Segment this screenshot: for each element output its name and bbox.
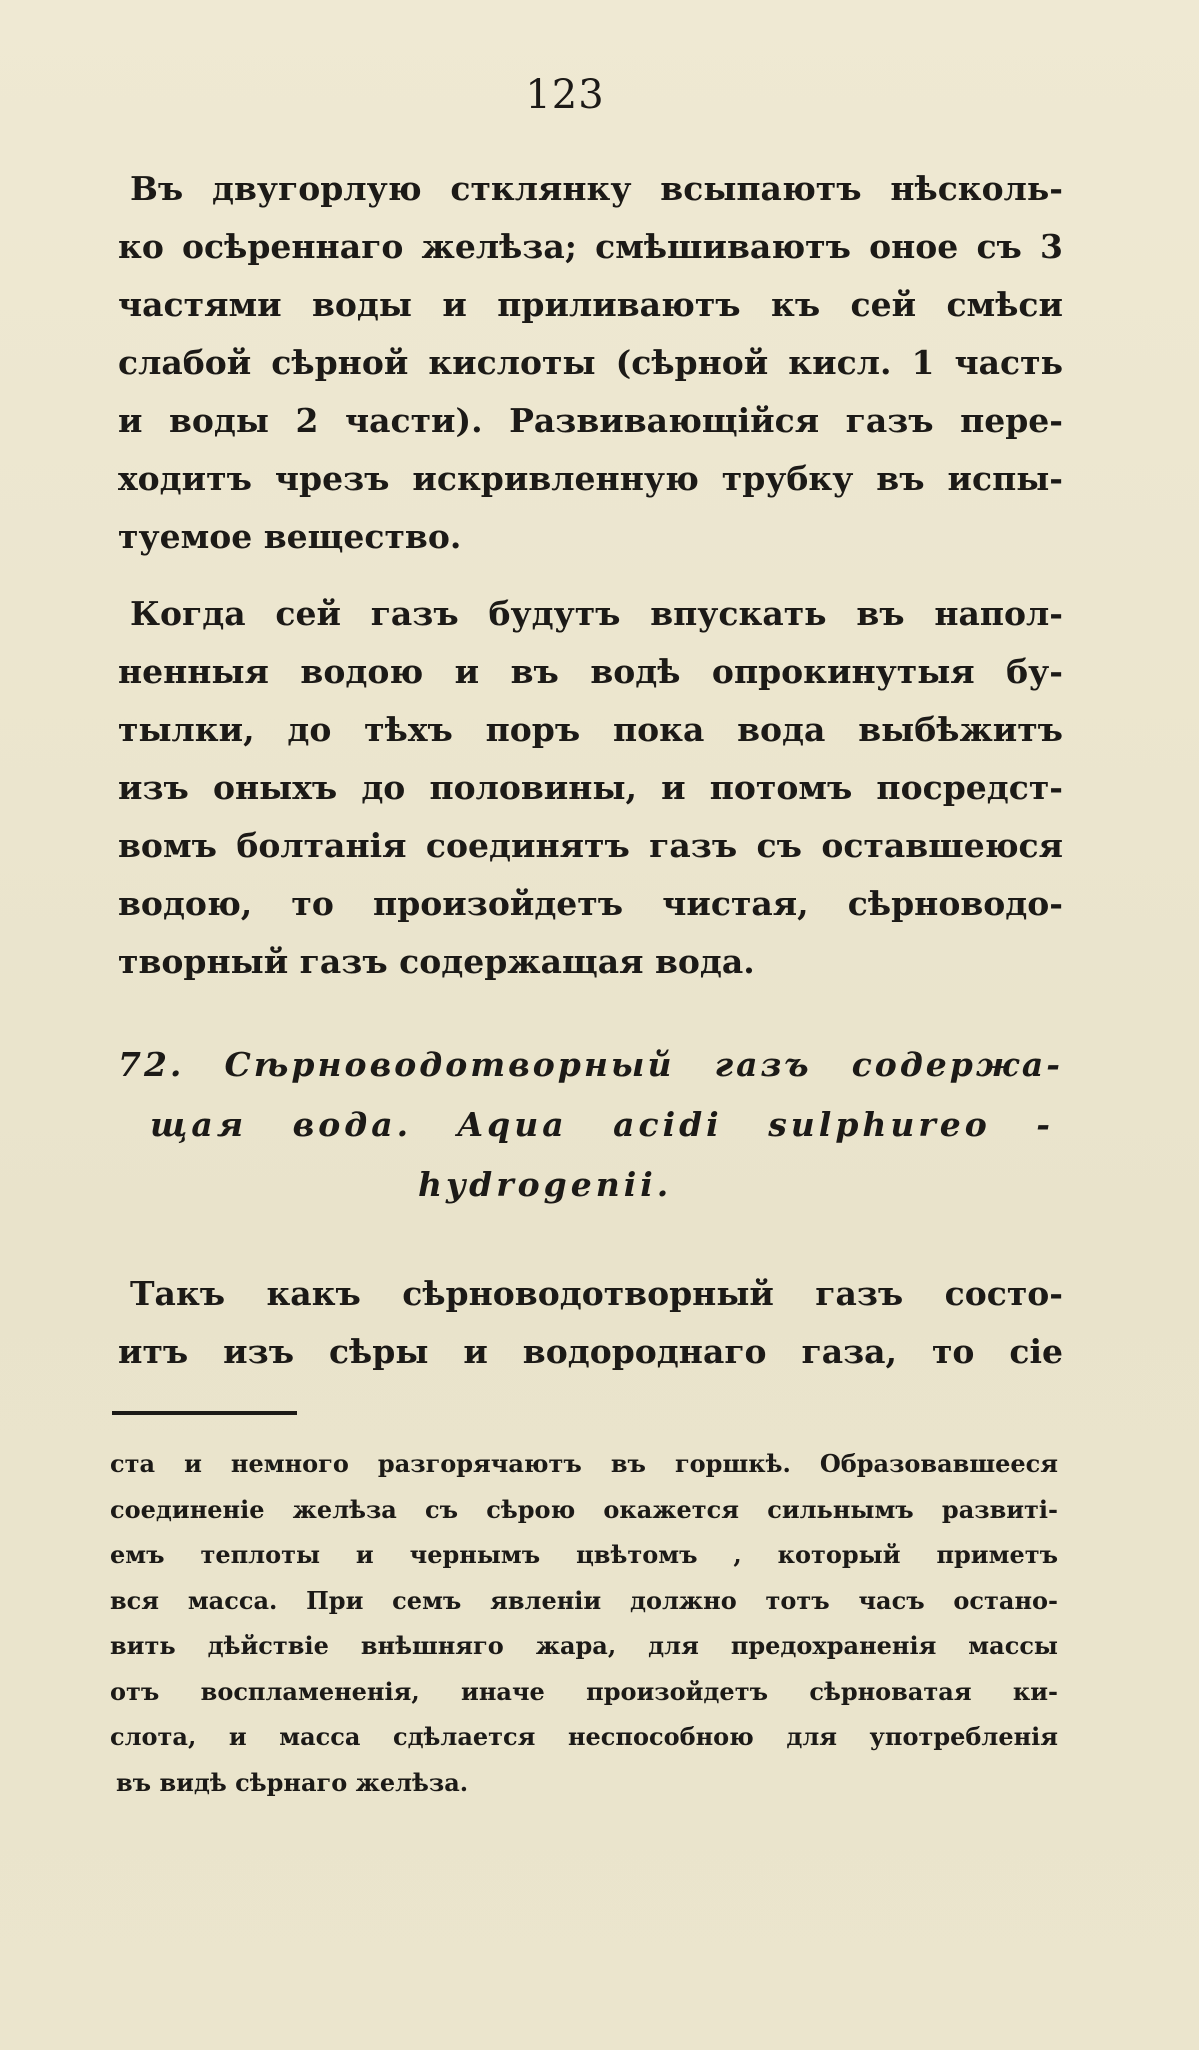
text-line: Когда сей газъ будутъ впускать въ напол- — [130, 594, 1063, 633]
text-line: тылки, до тѣхъ поръ пока вода выбѣжитъ — [118, 710, 1063, 749]
paragraph-2 — [118, 585, 1063, 991]
footnote-line: ста и немного разгорячаютъ въ горшкѣ. Образовавшееся — [110, 1449, 1058, 1478]
footnote-line: вить дѣйствіе внѣшняго жара, для предохраненія массы — [110, 1631, 1058, 1660]
footnote-separator — [112, 1411, 297, 1415]
text-line: Такъ какъ сѣрноводотворный газъ состо- — [130, 1274, 1063, 1313]
footnote — [110, 1441, 1058, 1805]
text-line: водою, то произойдетъ чистая, сѣрноводо- — [118, 884, 1063, 923]
footnote-line: емъ теплоты и чернымъ цвѣтомъ , который приметъ — [110, 1540, 1058, 1569]
footnote-line: отъ воспламененія, иначе произойдетъ сѣрноватая ки- — [110, 1676, 1058, 1706]
footnote-line: въ видѣ сѣрнаго желѣза. — [116, 1767, 469, 1797]
text-line: ходитъ чрезъ искривленную трубку въ испы- — [118, 459, 1063, 498]
text-line: вомъ болтанія соединятъ газъ съ оставшеюся — [118, 826, 1063, 865]
text-line: изъ оныхъ до половины, и потомъ посредст- — [118, 768, 1063, 807]
text-line: и воды 2 части). Развивающійся газъ пере- — [118, 401, 1063, 440]
page-number: 123 — [525, 72, 605, 118]
heading-line: щая вода. Aqua acidi sulphureo - — [150, 1105, 1054, 1144]
text-line: частями воды и приливаютъ къ сей смѣси — [118, 285, 1063, 324]
text-line: ненныя водою и въ водѣ опрокинутыя бу- — [118, 652, 1063, 691]
paragraph-3 — [118, 1265, 1063, 1381]
text-line: ко осѣреннаго желѣза; смѣшиваютъ оное съ 3 — [118, 227, 1063, 266]
heading-line: 72. Сѣрноводотворный газъ содержа- — [118, 1045, 1063, 1084]
text-line: итъ изъ сѣры и водороднаго газа, то сіе — [118, 1332, 1063, 1371]
text-line: слабой сѣрной кислоты (сѣрной кисл. 1 часть — [118, 343, 1063, 382]
text-line: Въ двугорлую стклянку всыпаютъ нѣсколь- — [130, 169, 1063, 208]
footnote-line: слота, и масса сдѣлается неспособною для употребленія — [110, 1722, 1058, 1751]
footnote-line: вся масса. При семъ явленіи должно тотъ часъ остано- — [110, 1585, 1058, 1615]
paragraph-1 — [118, 160, 1063, 566]
heading-line: hydrogenii. — [418, 1165, 673, 1204]
section-heading — [118, 1035, 1063, 1215]
text-line: творный газъ содержащая вода. — [118, 942, 755, 981]
footnote-line: соединеніе желѣза съ сѣрою окажется сильнымъ развиті- — [110, 1494, 1058, 1524]
text-line: туемое вещество. — [118, 517, 462, 556]
